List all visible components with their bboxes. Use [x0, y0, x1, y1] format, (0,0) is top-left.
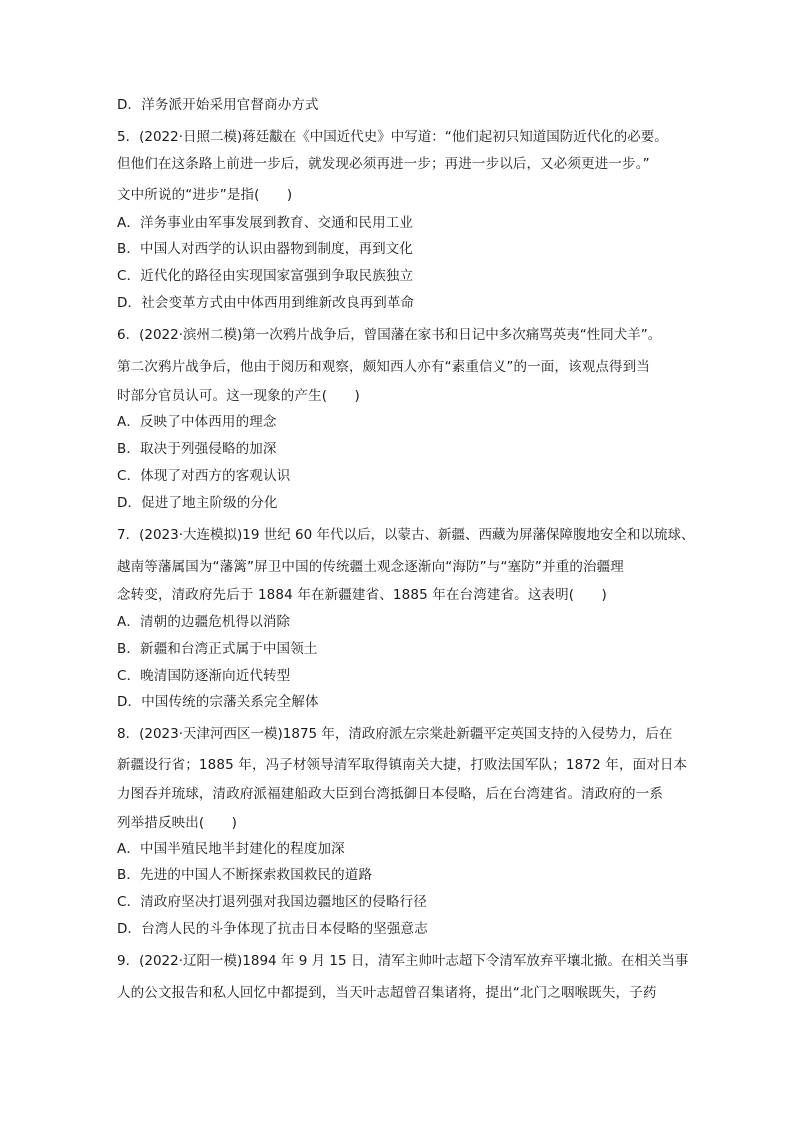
- q6-option-d: D．促进了地主阶级的分化: [117, 495, 278, 511]
- q7-option-d: D．中国传统的宗藩关系完全解体: [117, 694, 319, 710]
- q7-option-a: A．清朝的边疆危机得以消除: [117, 614, 291, 630]
- q4-option-d: D．洋务派开始采用官督商办方式: [117, 97, 319, 113]
- q6-option-a: A．反映了中体西用的理念: [117, 414, 277, 430]
- q5-option-c: C．近代化的路径由实现国家富强到争取民族独立: [117, 268, 414, 284]
- q6-option-b: B．取决于列强侵略的加深: [117, 441, 277, 457]
- q6-option-c: C．体现了对西方的客观认识: [117, 468, 291, 484]
- q6-stem-line-1: 6．(2022·滨州二模)第一次鸦片战争后，曾国藩在家书和日记中多次痛骂英夷“性同犬羊”。: [117, 327, 662, 343]
- q8-option-b: B．先进的中国人不断探索救国救民的道路: [117, 867, 373, 883]
- q8-option-c: C．清政府坚决打退列强对我国边疆地区的侵略行径: [117, 894, 427, 910]
- q5-stem-line-1: 5．(2022·日照二模)蒋廷黻在《中国近代史》中写道：“他们起初只知道国防近代化的必要。: [117, 129, 668, 145]
- q9-stem-line-2: 人的公文报告和私人回忆中都提到，当天叶志超曾召集诸将，提出“北门之咽喉既失，子药: [117, 985, 657, 1001]
- q8-stem-line-1: 8．(2023·天津河西区一模)1875 年，清政府派左宗棠赴新疆平定英国支持的入侵势力，后在: [117, 726, 673, 742]
- q5-stem-line-3: 文中所说的“进步”是指( ): [117, 187, 293, 203]
- q5-option-d: D．社会变革方式由中体西用到维新改良再到革命: [117, 295, 415, 311]
- q5-option-b: B．中国人对西学的认识由器物到制度，再到文化: [117, 241, 414, 257]
- q5-stem-line-2: 但他们在这条路上前进一步后，就发现必须再进一步；再进一步以后，又必须更进一步。”: [117, 156, 650, 172]
- q8-stem-line-4: 列举措反映出( ): [117, 815, 238, 831]
- q7-stem-line-3: 念转变，清政府先后于 1884 年在新疆建省、1885 年在台湾建省。这表明( ): [117, 587, 607, 603]
- q8-option-d: D．台湾人民的斗争体现了抗击日本侵略的坚强意志: [117, 921, 428, 937]
- q7-stem-line-2: 越南等藩属国为“藩篱”屏卫中国的传统疆土观念逐渐向“海防”与“塞防”并重的治疆理: [117, 559, 624, 575]
- q6-stem-line-3: 时部分官员认可。这一现象的产生( ): [117, 388, 360, 404]
- q5-option-a: A．洋务事业由军事发展到教育、交通和民用工业: [117, 215, 414, 231]
- q6-stem-line-2: 第二次鸦片战争后，他由于阅历和观察，颇知西人亦有“素重信义”的一面，该观点得到当: [117, 359, 650, 375]
- q9-stem-line-1: 9．(2022·辽阳一模)1894 年 9 月 15 日，清军主帅叶志超下令清军放弃平壤北撤。在相关当事: [117, 953, 689, 969]
- q7-option-b: B．新疆和台湾正式属于中国领土: [117, 641, 318, 657]
- q8-stem-line-3: 力图吞并琉球，清政府派福建船政大臣到台湾抵御日本侵略，后在台湾建省。清政府的一系: [117, 786, 663, 802]
- q7-stem-line-1: 7．(2023·大连模拟)19 世纪 60 年代以后，以蒙古、新疆、西藏为屏藩保障腹地安全和以琉球、: [117, 527, 695, 543]
- q8-option-a: A．中国半殖民地半封建化的程度加深: [117, 841, 345, 857]
- q8-stem-line-2: 新疆设行省；1885 年，冯子材领导清军取得镇南关大捷，打败法国军队；1872 年，面对日本: [117, 757, 688, 773]
- q7-option-c: C．晚清国防逐渐向近代转型: [117, 668, 291, 684]
